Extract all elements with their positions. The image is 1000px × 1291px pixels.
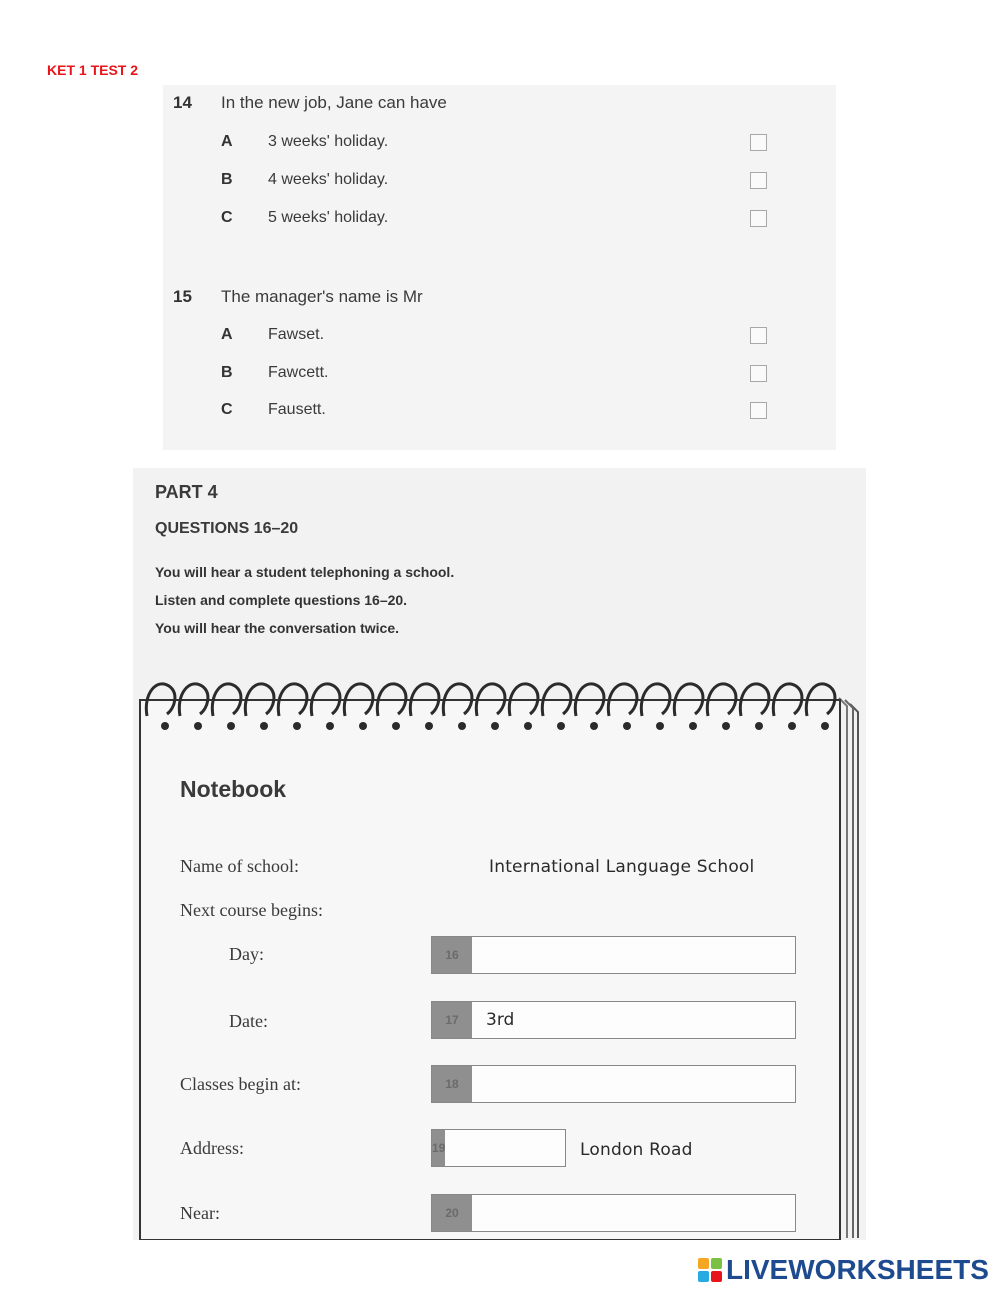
binding-hole: [260, 722, 268, 730]
question-text: The manager's name is Mr: [221, 287, 423, 306]
answer-input-17[interactable]: [472, 1002, 795, 1038]
logo-icon: [698, 1258, 722, 1282]
question-number: 15: [173, 287, 192, 306]
binding-hole: [326, 722, 334, 730]
school-value: International Language School: [489, 857, 755, 877]
option-text: 3 weeks' holiday.: [268, 133, 389, 150]
logo-text: LIVEWORKSHEETS: [726, 1254, 989, 1285]
option-letter: C: [221, 209, 233, 226]
question-number-badge: 17: [432, 1002, 472, 1038]
answer-field-20: [431, 1194, 796, 1232]
next-course-label: Next course begins:: [180, 900, 323, 920]
instruction-line: You will hear a student telephoning a school.: [155, 564, 455, 580]
option-text: 5 weeks' holiday.: [268, 209, 389, 226]
binding-hole: [227, 722, 235, 730]
binding-hole: [425, 722, 433, 730]
option-text: Fausett.: [268, 401, 326, 418]
option-row: [163, 401, 836, 427]
binding-hole: [689, 722, 697, 730]
question-text: In the new job, Jane can have: [221, 93, 447, 112]
binding-hole: [491, 722, 499, 730]
binding-hole: [194, 722, 202, 730]
binding-hole: [293, 722, 301, 730]
part-subtitle: QUESTIONS 16–20: [155, 520, 299, 537]
question-number-badge: 16: [432, 937, 472, 973]
notebook-illustration: [133, 468, 866, 1240]
date-label: Date:: [229, 1011, 268, 1031]
binding-hole: [557, 722, 565, 730]
option-text: 4 weeks' holiday.: [268, 171, 389, 188]
day-label: Day:: [229, 944, 264, 964]
answer-checkbox[interactable]: [750, 134, 767, 151]
binding-hole: [722, 722, 730, 730]
instruction-line: You will hear the conversation twice.: [155, 620, 400, 636]
answer-input-16[interactable]: [472, 937, 795, 973]
part4-scan: [133, 468, 866, 1240]
answer-checkbox[interactable]: [750, 365, 767, 382]
logo-tile: [698, 1271, 709, 1282]
option-text: Fawcett.: [268, 364, 329, 381]
option-row: [163, 326, 836, 352]
option-row: [163, 133, 836, 159]
binding-hole: [524, 722, 532, 730]
binding-hole: [788, 722, 796, 730]
instruction-line: Listen and complete questions 16–20.: [155, 592, 408, 608]
binding-hole: [590, 722, 598, 730]
part-title: PART 4: [155, 482, 218, 502]
answer-field-19: [431, 1129, 566, 1167]
answer-checkbox[interactable]: [750, 172, 767, 189]
option-row: [163, 171, 836, 197]
option-letter: B: [221, 171, 233, 188]
binding-hole: [458, 722, 466, 730]
liveworksheets-logo: [698, 1256, 989, 1284]
question-number: 14: [173, 93, 192, 112]
answer-input-20[interactable]: [472, 1195, 795, 1231]
classes-label: Classes begin at:: [180, 1074, 301, 1094]
question-number-badge: 18: [432, 1066, 472, 1102]
binding-hole: [161, 722, 169, 730]
logo-tile: [711, 1258, 722, 1269]
option-row: [163, 364, 836, 390]
option-letter: A: [221, 133, 233, 150]
option-text: Fawset.: [268, 326, 325, 343]
logo-tile: [711, 1271, 722, 1282]
option-row: [163, 209, 836, 235]
answer-input-18[interactable]: [472, 1066, 795, 1102]
option-letter: B: [221, 364, 233, 381]
answer-checkbox[interactable]: [750, 327, 767, 344]
option-letter: A: [221, 326, 233, 343]
answer-field-18: [431, 1065, 796, 1103]
binding-hole: [623, 722, 631, 730]
binding-hole: [755, 722, 763, 730]
binding-hole: [359, 722, 367, 730]
address-suffix: London Road: [580, 1140, 693, 1160]
question-number-badge: 19: [432, 1130, 445, 1166]
worksheet-tag: KET 1 TEST 2: [47, 62, 139, 78]
answer-checkbox[interactable]: [750, 210, 767, 227]
binding-hole: [656, 722, 664, 730]
logo-tile: [698, 1258, 709, 1269]
address-label: Address:: [180, 1138, 244, 1158]
question-number-badge: 20: [432, 1195, 472, 1231]
binding-hole: [821, 722, 829, 730]
option-letter: C: [221, 401, 233, 418]
answer-checkbox[interactable]: [750, 402, 767, 419]
binding-hole: [392, 722, 400, 730]
school-label: Name of school:: [180, 856, 299, 876]
notebook-title: Notebook: [180, 776, 287, 802]
questions-scan: [163, 85, 836, 450]
answer-field-16: [431, 936, 796, 974]
answer-field-17: [431, 1001, 796, 1039]
near-label: Near:: [180, 1203, 220, 1223]
